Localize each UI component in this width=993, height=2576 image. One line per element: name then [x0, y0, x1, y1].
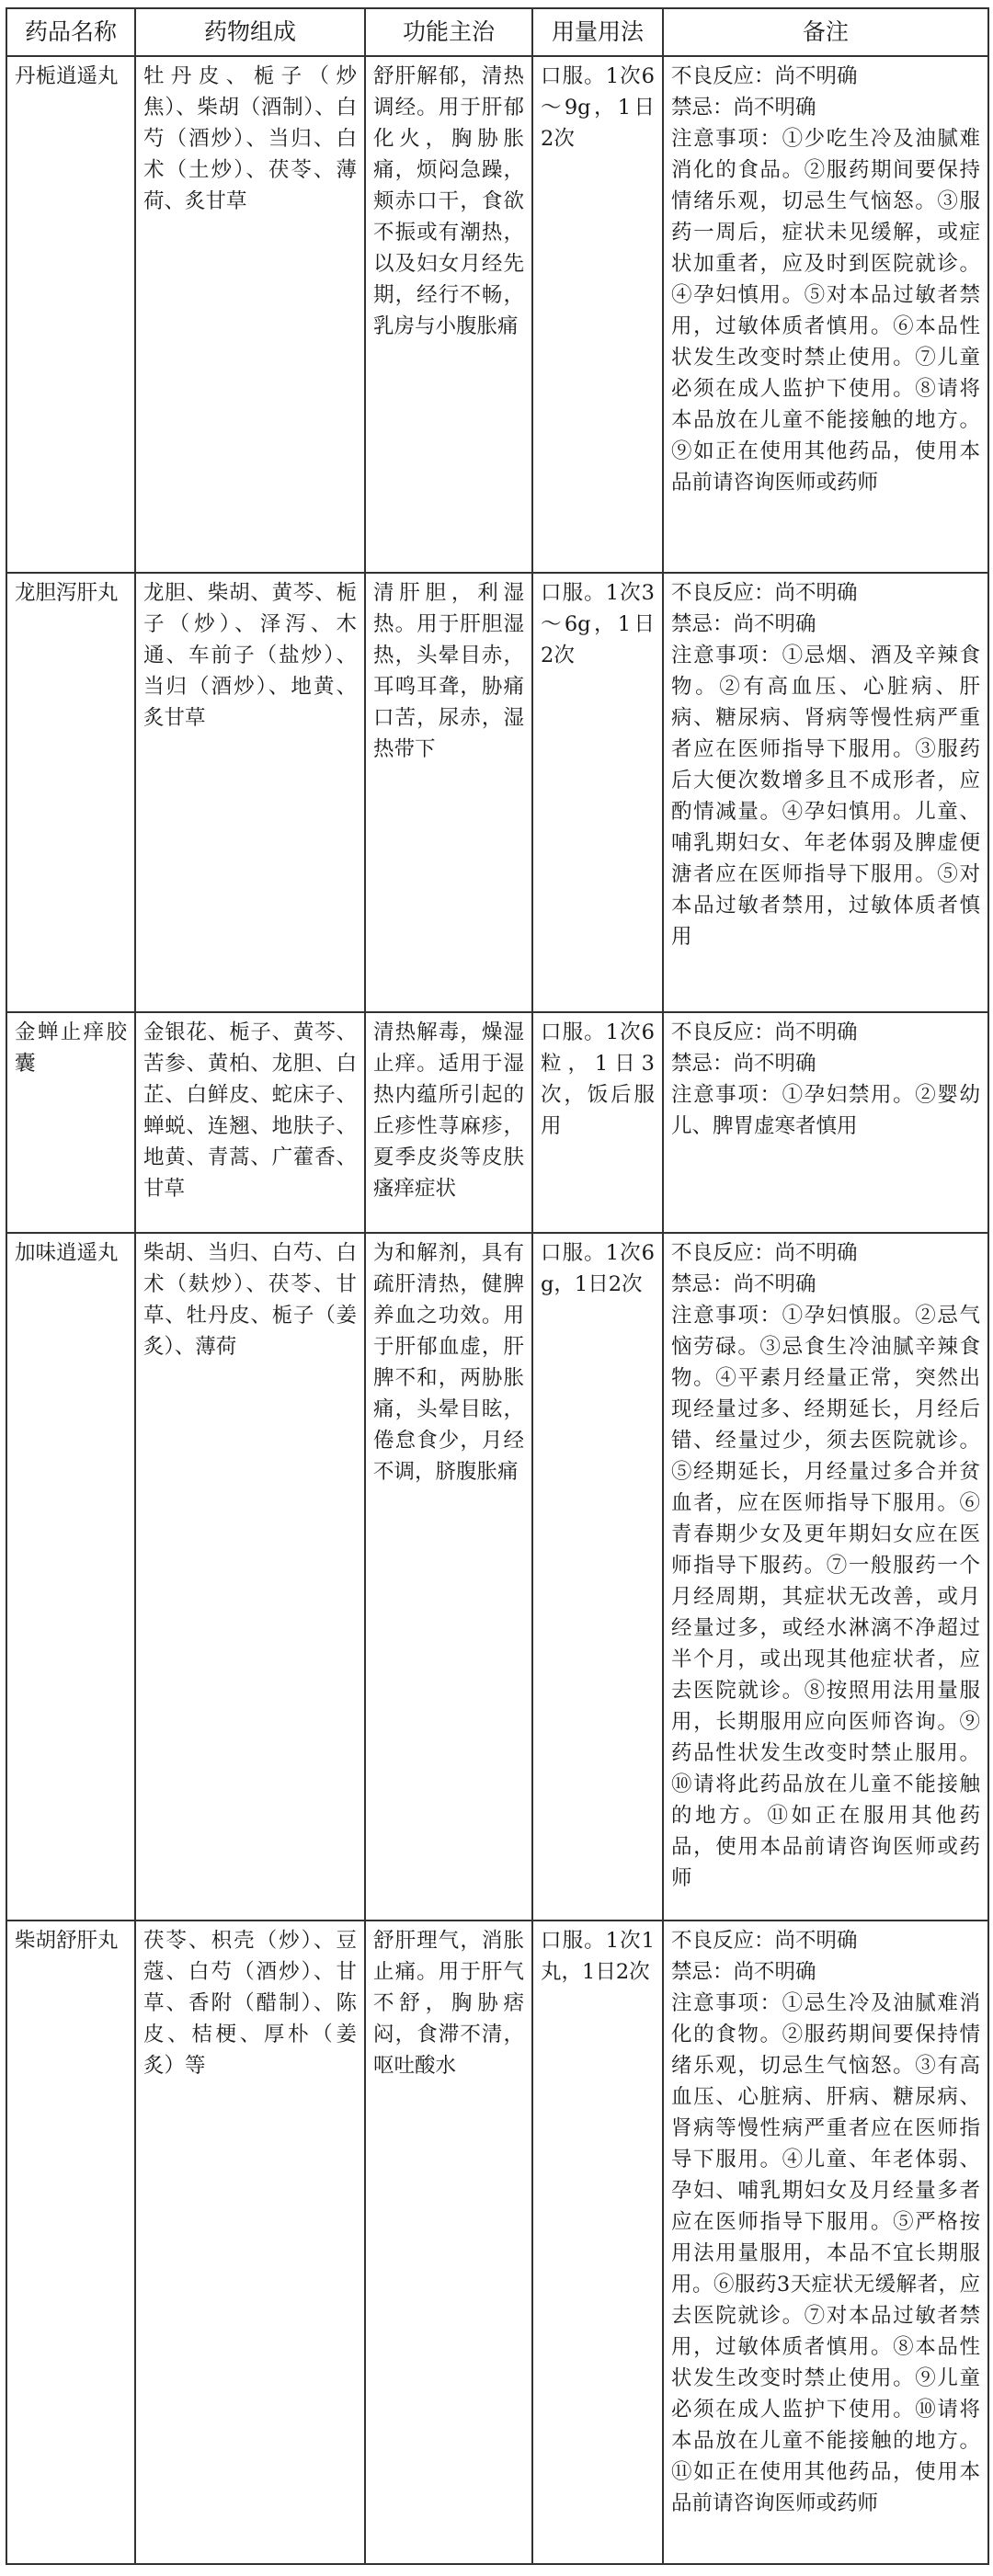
drug-table	[6, 7, 989, 2565]
contraindication-text: 禁忌：尚不明确	[671, 612, 816, 636]
header-drug-name: 药品名称	[6, 8, 135, 56]
contraindication-text: 禁忌：尚不明确	[671, 1052, 816, 1076]
drug-name-cell: 龙胆泻肝丸	[6, 573, 135, 1012]
composition-cell: 柴胡、当归、白芍、白术（麸炒）、茯苓、甘草、牡丹皮、栀子（姜炙）、薄荷	[135, 1233, 365, 1921]
drug-name-cell: 柴胡舒肝丸	[6, 1921, 135, 2564]
dosage-cell: 口服。1次6g，1日2次	[532, 1233, 663, 1921]
header-composition: 药物组成	[135, 8, 365, 56]
drug-name-cell: 金蝉止痒胶囊	[6, 1012, 135, 1233]
adverse-reaction-text: 不良反应：尚不明确	[671, 1929, 858, 1953]
adverse-reaction-text: 不良反应：尚不明确	[671, 1241, 858, 1265]
function-cell: 舒肝解郁，清热调经。用于肝郁化火，胸胁胀痛，烦闷急躁，颊赤口干，食欲不振或有潮热，以及妇女月经先期，经行不畅，乳房与小腹胀痛	[365, 56, 532, 573]
function-cell: 清肝胆，利湿热。用于肝胆湿热，头晕目赤，耳鸣耳聋，胁痛口苦，尿赤，湿热带下	[365, 573, 532, 1012]
dosage-cell: 口服。1次6～9g，1日2次	[532, 56, 663, 573]
cautions-text: 注意事项：①忌生冷及油腻难消化的食物。②服药期间要保持情绪乐观，切忌生气恼怒。③有高血压、心脏病、肝病、糖尿病、肾病等慢性病严重者应在医师指导下服用。④儿童、年老体弱、孕妇、哺乳期妇女及月经量多者应在医师指导下服用。⑤严格按用法用量服用，本品不宜长期服用。⑥服药3天症状无缓解者，应去医院就诊。⑦对本品过敏者禁用，过敏体质者慎用。⑧本品性状发生改变时禁止使用。⑨儿童必须在成人监护下使用。⑩请将本品放在儿童不能接触的地方。⑪如正在使用其他药品，使用本品前请咨询医师或药师	[671, 1991, 980, 2515]
header-dosage: 用量用法	[532, 8, 663, 56]
cautions-text: 注意事项：①孕妇禁用。②婴幼儿、脾胃虚寒者慎用	[671, 1083, 980, 1138]
table-row	[6, 573, 988, 1012]
cautions-text: 注意事项：①孕妇慎服。②忌气恼劳碌。③忌食生冷油腻辛辣食物。④平素月经量正常，突然出现经量过多、经期延长，月经后错、经量过少，须去医院就诊。⑤经期延长，月经量过多合并贫血者，应在医师指导下服用。⑥青春期少女及更年期妇女应在医师指导下服药。⑦一般服药一个月经周期，其症状无改善，或月经量过多，或经水淋漓不净超过半个月，或出现其他症状者，应去医院就诊。⑧按照用法用量服用，长期服用应向医师咨询。⑨药品性状发生改变时禁止服用。⑩请将此药品放在儿童不能接触的地方。⑪如正在服用其他药品，使用本品前请咨询医师或药师	[671, 1304, 980, 1890]
cautions-text: 注意事项：①忌烟、酒及辛辣食物。②有高血压、心脏病、肝病、糖尿病、肾病等慢性病严重者应在医师指导下服用。③服药后大便次数增多且不成形者，应酌情减量。④孕妇慎用。儿童、哺乳期妇女、年老体弱及脾虚便溏者应在医师指导下服用。⑤对本品过敏者禁用，过敏体质者慎用	[671, 644, 980, 949]
notes-cell	[663, 56, 988, 573]
table-row	[6, 1233, 988, 1921]
adverse-reaction-text: 不良反应：尚不明确	[671, 581, 858, 605]
adverse-reaction-text: 不良反应：尚不明确	[671, 64, 858, 88]
function-cell: 舒肝理气，消胀止痛。用于肝气不舒，胸胁痞闷，食滞不清，呕吐酸水	[365, 1921, 532, 2564]
dosage-cell: 口服。1次1丸，1日2次	[532, 1921, 663, 2564]
header-notes: 备注	[663, 8, 988, 56]
table-row	[6, 56, 988, 573]
cautions-text: 注意事项：①少吃生冷及油腻难消化的食品。②服药期间要保持情绪乐观，切忌生气恼怒。③服药一周后，症状未见缓解，或症状加重者，应及时到医院就诊。④孕妇慎用。⑤对本品过敏者禁用，过敏体质者慎用。⑥本品性状发生改变时禁止使用。⑦儿童必须在成人监护下使用。⑧请将本品放在儿童不能接触的地方。⑨如正在使用其他药品，使用本品前请咨询医师或药师	[671, 127, 980, 495]
drug-name-cell: 丹栀逍遥丸	[6, 56, 135, 573]
adverse-reaction-text: 不良反应：尚不明确	[671, 1020, 858, 1044]
notes-cell	[663, 1012, 988, 1233]
table-header-row	[6, 8, 988, 56]
contraindication-text: 禁忌：尚不明确	[671, 1960, 816, 1984]
table-row	[6, 1012, 988, 1233]
function-cell: 为和解剂，具有疏肝清热，健脾养血之功效。用于肝郁血虚，肝脾不和，两胁胀痛，头晕目眩，倦怠食少，月经不调，脐腹胀痛	[365, 1233, 532, 1921]
composition-cell: 茯苓、枳壳（炒）、豆蔻、白芍（酒炒）、甘草、香附（醋制）、陈皮、桔梗、厚朴（姜炙）等	[135, 1921, 365, 2564]
notes-cell	[663, 573, 988, 1012]
composition-cell: 龙胆、柴胡、黄芩、栀子（炒）、泽泻、木通、车前子（盐炒）、当归（酒炒）、地黄、炙甘草	[135, 573, 365, 1012]
notes-cell	[663, 1233, 988, 1921]
composition-cell: 金银花、栀子、黄芩、苦参、黄柏、龙胆、白芷、白鲜皮、蛇床子、蝉蜕、连翘、地肤子、地黄、青蒿、广藿香、甘草	[135, 1012, 365, 1233]
contraindication-text: 禁忌：尚不明确	[671, 96, 816, 120]
drug-name-cell: 加味逍遥丸	[6, 1233, 135, 1921]
dosage-cell: 口服。1次6粒，1日3次，饭后服用	[532, 1012, 663, 1233]
composition-cell: 牡丹皮、栀子（炒焦）、柴胡（酒制）、白芍（酒炒）、当归、白术（土炒）、茯苓、薄荷、炙甘草	[135, 56, 365, 573]
dosage-cell: 口服。1次3～6g，1日2次	[532, 573, 663, 1012]
function-cell: 清热解毒，燥湿止痒。适用于湿热内蕴所引起的丘疹性荨麻疹，夏季皮炎等皮肤瘙痒症状	[365, 1012, 532, 1233]
table-row	[6, 1921, 988, 2564]
notes-cell	[663, 1921, 988, 2564]
header-function: 功能主治	[365, 8, 532, 56]
contraindication-text: 禁忌：尚不明确	[671, 1272, 816, 1296]
